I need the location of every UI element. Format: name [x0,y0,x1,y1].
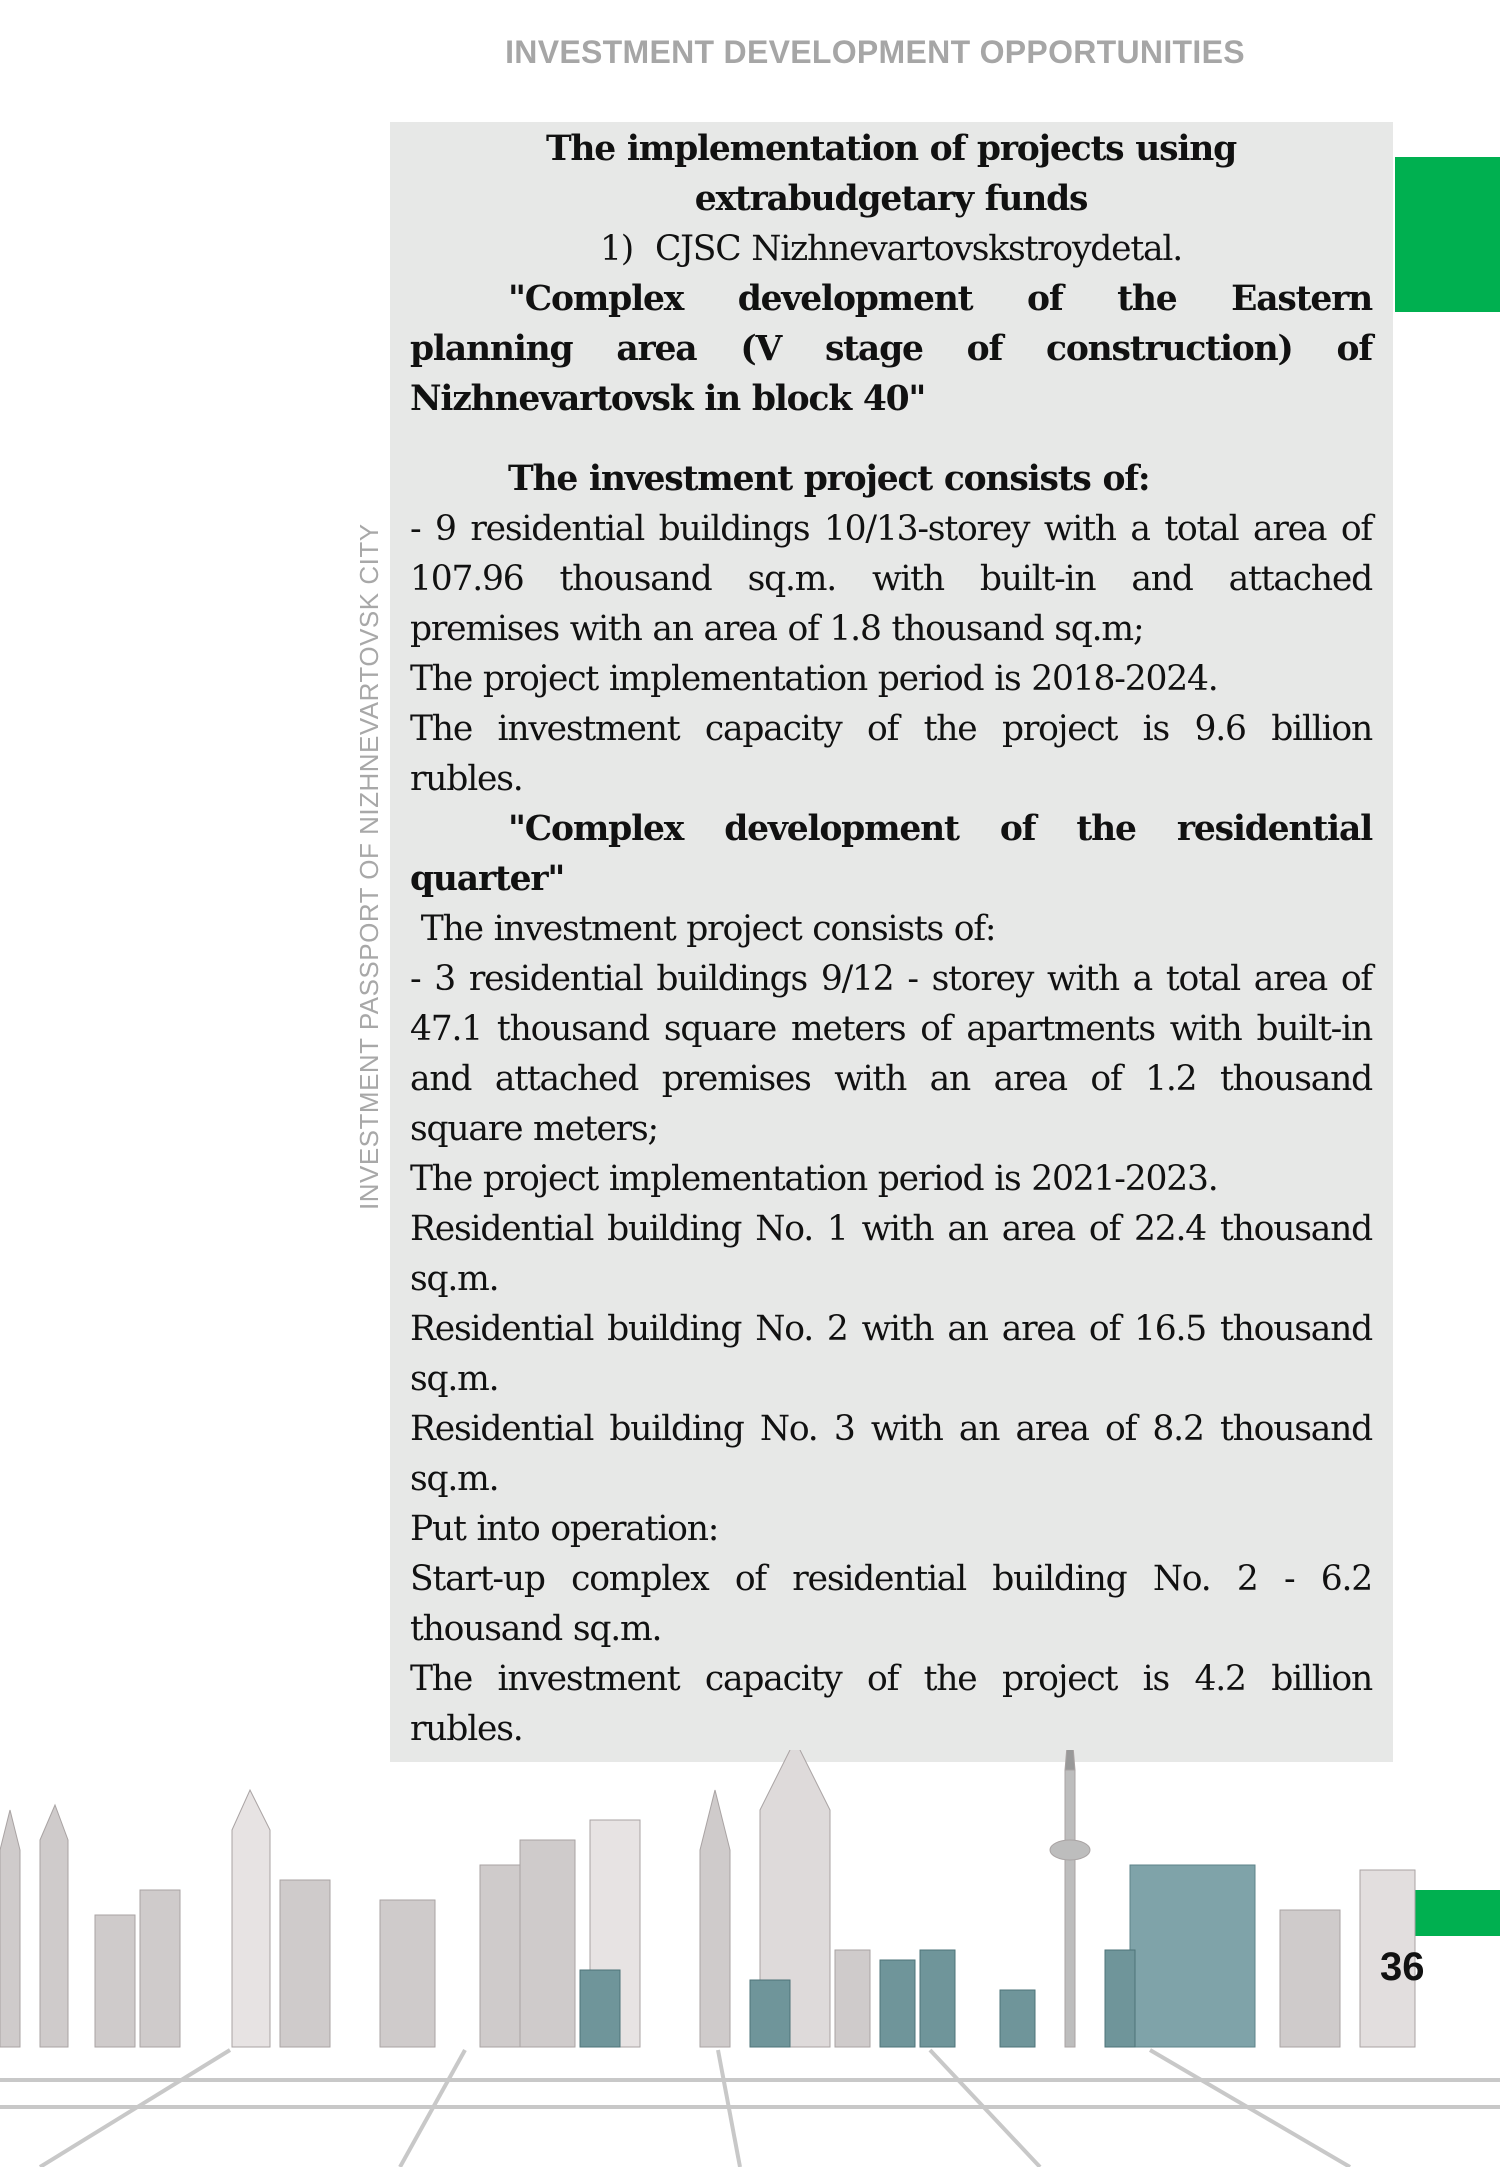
running-header: INVESTMENT DEVELOPMENT OPPORTUNITIES [505,34,1245,70]
project1-capacity: The investment capacity of the project is 9.6 billion rubles. [410,709,1372,799]
side-title: INVESTMENT PASSPORT OF NIZHNEVARTOVSK CITY [354,523,384,1210]
project2-title: "Complex development of the residential quarter" [410,809,1372,899]
floor-grid [0,2050,1500,2167]
project2-period: The project implementation period is 2021-2023. [410,1159,1218,1199]
project2-capacity: The investment capacity of the project is 4.2 billion rubles. [410,1659,1372,1749]
building-item: Residential building No. 2 with an area of 16.5 thousand sq.m. [410,1309,1372,1399]
section-heading: The implementation of projects using extrabudgetary funds [545,129,1237,219]
project1-period: The project implementation period is 2018-2024. [410,659,1218,699]
company-item [410,224,1372,274]
company-name: CJSC Nizhnevartovskstroydetal. [654,229,1183,269]
project1-consists-heading: The investment project consists of: [508,459,1150,499]
operation-item: Start-up complex of residential building No. 2 - 6.2 thousand sq.m. [410,1559,1372,1649]
document-body [410,124,1372,1754]
city-skyline-illustration [0,1750,1500,2167]
project2-consists-heading: The investment project consists of: [410,909,996,949]
page-number: 36 [1380,1945,1425,1989]
operation-heading: Put into operation: [410,1509,719,1549]
project1-title: "Complex development of the Eastern planning area (V stage of construction) of Nizhnevartovsk in block 40" [410,279,1372,419]
building-item: Residential building No. 3 with an area of 8.2 thousand sq.m. [410,1409,1372,1499]
building-item: Residential building No. 1 with an area of 22.4 thousand sq.m. [410,1209,1372,1299]
list-number: 1) [599,229,633,269]
skyline-buildings [0,1750,1415,2047]
project2-details: - 3 residential buildings 9/12 - storey with a total area of 47.1 thousand square meters of apartments with built-in and attached premises with an area of 1.2 thousand square meters; [410,959,1372,1149]
green-tab-decoration [1395,157,1500,312]
project1-details: - 9 residential buildings 10/13-storey with a total area of 107.96 thousand sq.m. with built-in and attached premises with an area of 1.8 thousand sq.m; [410,509,1372,649]
